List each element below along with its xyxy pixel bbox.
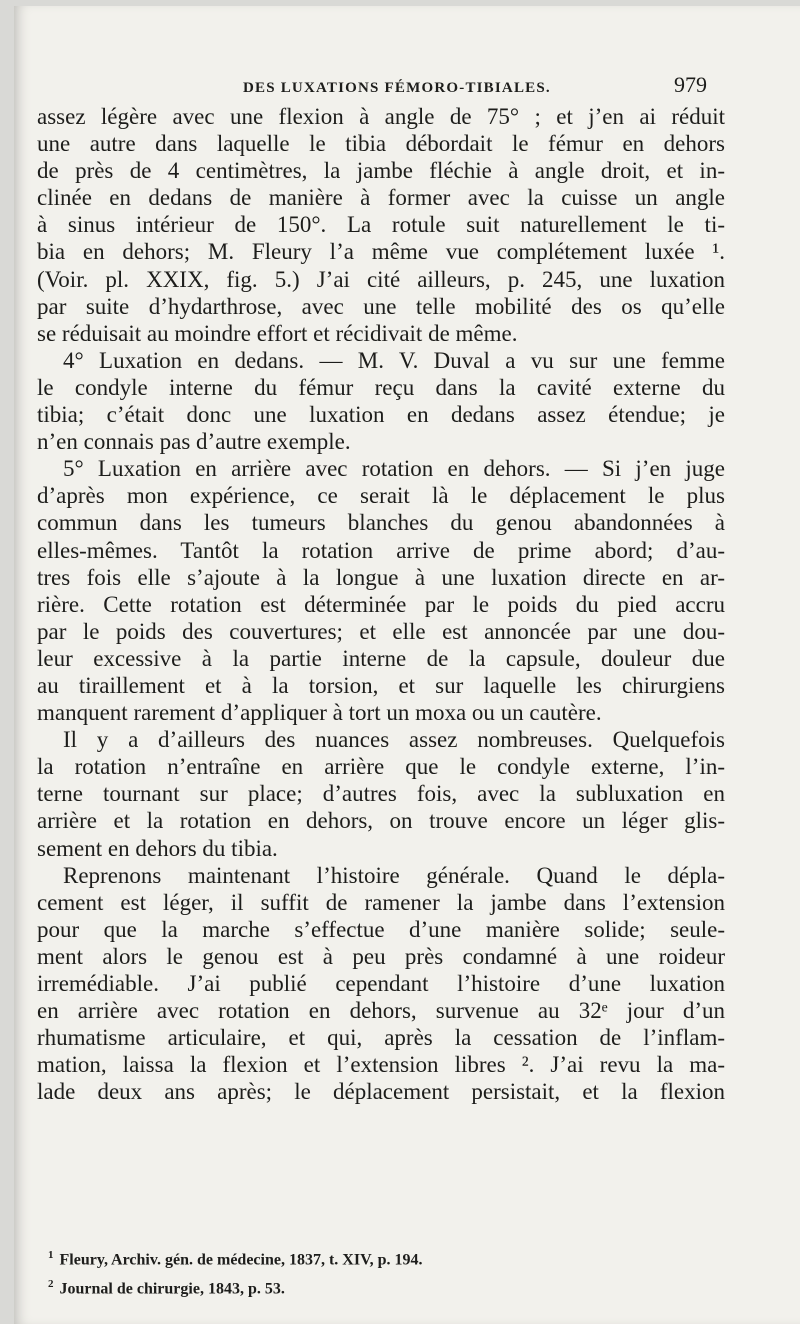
text-line: au tiraillement et à la torsion, et sur laquelle les chirurgiens [37,672,725,698]
footnote-number: 2 [48,1278,54,1291]
footnote [48,1243,668,1272]
text-line: n’en connais pas d’autre exemple. [37,429,351,455]
text-line: rhumatisme articulaire, et qui, après la cessation de l’inflam- [37,1025,725,1051]
text-line: Reprenons maintenant l’histoire générale. Quand le dépla- [63,862,725,888]
text-line: une autre dans laquelle le tibia débordait le fémur en dehors [37,131,725,157]
text-line: 5° Luxation en arrière avec rotation en dehors. — Si j’en juge [63,456,725,482]
text-line: sement en dehors du tibia. [37,835,278,861]
text-line: 4° Luxation en dedans. — M. V. Duval a vu sur une femme [63,347,725,373]
footnote-number: 1 [48,1249,54,1261]
text-line: rière. Cette rotation est déterminée par le poids du pied accru [37,591,725,617]
text-line: se réduisait au moindre effort et récidivait de même. [37,320,518,346]
text-line: tres fois elle s’ajoute à la longue à une luxation directe en ar- [37,564,725,590]
text-line: arrière et la rotation en dehors, on trouve encore un léger glis- [37,808,725,834]
text-line: clinée en dedans de manière à former avec la cuisse un angle [37,185,725,211]
body-text [37,103,725,1105]
text-line: leur excessive à la partie interne de la capsule, douleur due [37,645,725,671]
text-line: bia en dehors; M. Fleury l’a même vue complétement luxée ¹. [37,239,725,265]
text-line: ment alors le genou est à peu près condamné à une roideur [37,943,725,969]
text-line: pour que la marche s’effectue d’une manière solide; seule- [37,916,725,942]
text-line: le condyle interne du fémur reçu dans la cavité externe du [37,374,725,400]
text-line: elles-mêmes. Tantôt la rotation arrive de prime abord; d’au- [37,537,725,563]
running-title: DES LUXATIONS FÉMORO-TIBIALES. [243,80,551,96]
text-line: commun dans les tumeurs blanches du genou abandonnées à [37,510,725,536]
text-line: Il y a d’ailleurs des nuances assez nombreuses. Quelquefois [63,727,725,753]
page-header [229,72,729,98]
text-line: assez légère avec une flexion à angle de 75° ; et j’en ai réduit [37,104,725,129]
text-line: (Voir. pl. XXIX, fig. 5.) J’ai cité ailleurs, p. 245, une luxation [37,266,725,292]
text-line: d’après mon expérience, ce serait là le déplacement le plus [37,483,725,509]
text-line: manquent rarement d’appliquer à tort un moxa ou un cautère. [37,700,602,726]
text-line: par le poids des couvertures; et elle est annoncée par une dou- [37,618,725,644]
text-line: irremédiable. J’ai publié cependant l’histoire d’une luxation [37,971,725,996]
footnote-text: Journal de chirurgie, 1843, p. 53. [59,1280,285,1298]
footnotes [48,1243,668,1302]
footnote [48,1272,668,1301]
text-line: lade deux ans après; le déplacement persistait, et la flexion [37,1079,725,1105]
text-line: terne tournant sur place; d’autres fois, avec la subluxation en [37,781,725,807]
text-line: la rotation n’entraîne en arrière que le condyle externe, l’in- [37,754,725,780]
text-line: mation, laissa la flexion et l’extension libres ². J’ai revu la ma- [37,1052,725,1078]
text-line: cement est léger, il suffit de ramener la jambe dans l’extension [37,889,725,915]
page-number: 979 [674,72,707,97]
text-line: par suite d’hydarthrose, avec une telle mobilité des os qu’elle [37,293,725,319]
footnote-text: Fleury, Archiv. gén. de médecine, 1837, t. XIV, p. 194. [59,1251,423,1269]
text-line: de près de 4 centimètres, la jambe fléchie à angle droit, et in- [37,158,725,184]
text-line: tibia; c’était donc une luxation en dedans assez étendue; je [37,402,725,428]
text-line: à sinus intérieur de 150°. La rotule suit naturellement le ti- [37,212,725,238]
text-line: en arrière avec rotation en dehors, survenue au 32ᵉ jour d’un [37,998,725,1024]
